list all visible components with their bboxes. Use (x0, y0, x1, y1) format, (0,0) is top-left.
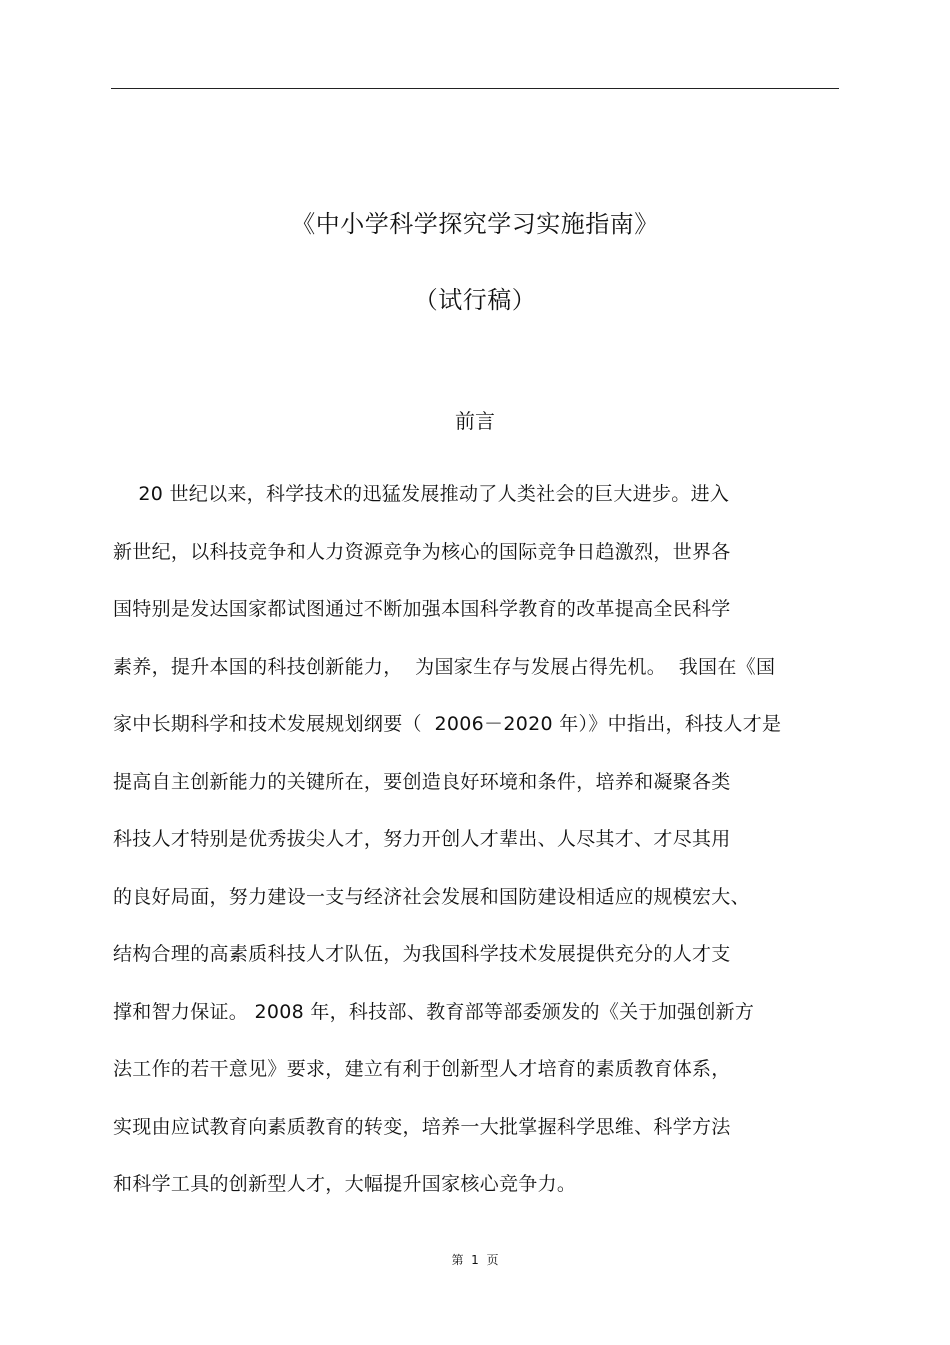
document-subtitle: （试行稿） (413, 286, 537, 314)
document-title: 《中小学科学探究学习实施指南》 (291, 210, 659, 238)
paragraph-line: 撑和智力保证。 2008 年，科技部、教育部等部委颁发的《关于加强创新方 (113, 1001, 755, 1023)
header-rule (111, 88, 839, 89)
paragraph-line: 家中长期科学和技术发展规划纲要（ 2006－2020 年）》中指出，科技人才是 (113, 713, 782, 735)
paragraph-line: 的良好局面，努力建设一支与经济社会发展和国防建设相适应的规模宏大、 (113, 886, 750, 908)
paragraph-line: 素养，提升本国的科技创新能力， 为国家生存与发展占得先机。 我国在《国 (113, 656, 776, 678)
paragraph-line: 国特别是发达国家都试图通过不断加强本国科学教育的改革提高全民科学 (113, 598, 731, 620)
paragraph-line: 法工作的若干意见》要求，建立有利于创新型人才培育的素质教育体系， (113, 1058, 731, 1080)
paragraph-line: 和科学工具的创新型人才，大幅提升国家核心竞争力。 (113, 1173, 577, 1195)
paragraph-line: 提高自主创新能力的关键所在，要创造良好环境和条件，培养和凝聚各类 (113, 771, 731, 793)
section-heading: 前言 (455, 409, 495, 433)
paragraph-line: 结构合理的高素质科技人才队伍，为我国科学技术发展提供充分的人才支 (113, 943, 731, 965)
paragraph-line: 新世纪，以科技竞争和人力资源竞争为核心的国际竞争日趋激烈，世界各 (113, 541, 731, 563)
paragraph-line: 20 世纪以来，科学技术的迅猛发展推动了人类社会的巨大进步。进入 (113, 483, 730, 505)
paragraph-line: 实现由应试教育向素质教育的转变，培养一大批掌握科学思维、科学方法 (113, 1116, 731, 1138)
page-number: 第 1 页 (451, 1253, 499, 1267)
paragraph-line: 科技人才特别是优秀拔尖人才，努力开创人才辈出、人尽其才、才尽其用 (113, 828, 731, 850)
